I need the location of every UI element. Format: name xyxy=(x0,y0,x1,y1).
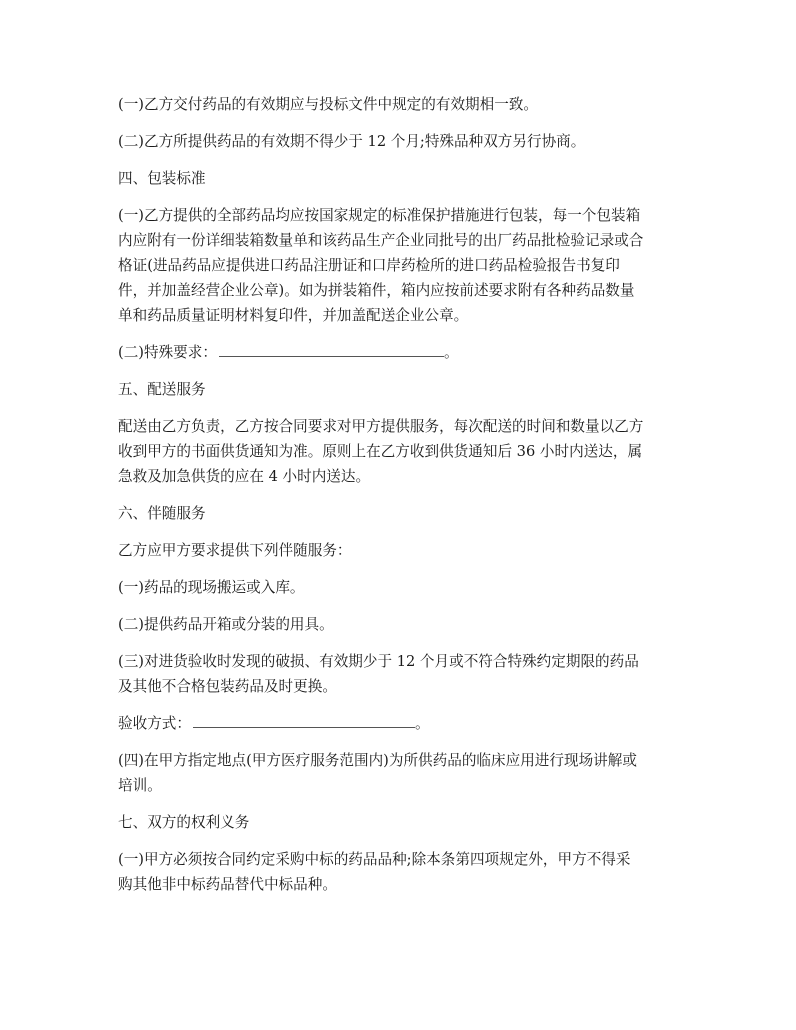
document-page xyxy=(118,92,680,909)
text-line xyxy=(118,340,680,365)
heading-accompanying-service xyxy=(118,501,680,526)
period-mark: 。 xyxy=(414,715,430,732)
section-heading: 六、伴随服务 xyxy=(118,505,206,522)
text-line: (一)甲方必须按合同约定采购中标的药品品种;除本条第四项规定外，甲方不得采 xyxy=(118,851,631,868)
text-line: (四)在甲方指定地点(甲方医疗服务范围内)为所供药品的临床应用进行现场讲解或 xyxy=(118,752,637,769)
text-line: 培训。 xyxy=(118,777,162,794)
text-line: 急救及加急供货的应在 4 小时内送达。 xyxy=(118,468,371,485)
paragraph-validity-min xyxy=(118,129,680,154)
text-line: 格证(进品药品应提供进口药品注册证和口岸药检所的进口药品检验报告书复印 xyxy=(118,257,620,274)
text-line: 件，并加盖经营企业公章)。如为拼装箱件，箱内应按前述要求附有各种药品数量 xyxy=(118,282,635,299)
text-line: (二)乙方所提供药品的有效期不得少于 12 个月;特殊品种双方另行协商。 xyxy=(118,133,586,150)
paragraph-acceptance-method xyxy=(118,711,680,736)
section-heading: 四、包装标准 xyxy=(118,170,206,187)
heading-rights-obligations xyxy=(118,810,680,835)
paragraph-service-item-4 xyxy=(118,748,680,798)
text-line: 内应附有一份详细装箱数量单和该药品生产企业同批号的出厂药品批检验记录或合 xyxy=(118,232,644,249)
text-line: (一)乙方提供的全部药品均应按国家规定的标准保护措施进行包装，每一个包装箱 xyxy=(118,207,641,224)
text-line: 购其他非中标药品替代中标品种。 xyxy=(118,876,337,893)
text-line: 单和药品质量证明材料复印件，并加盖配送企业公章。 xyxy=(118,307,469,324)
text-line xyxy=(118,711,680,736)
text-line: (三)对进货验收时发现的破损、有效期少于 12 个月或不符合特殊约定期限的药品 xyxy=(118,653,639,670)
acceptance-method-label: 验收方式： xyxy=(118,715,191,732)
text-line: 乙方应甲方要求提供下列伴随服务： xyxy=(118,542,352,559)
paragraph-service-item-2 xyxy=(118,612,680,637)
paragraph-service-item-3 xyxy=(118,649,680,699)
text-line: (一)药品的现场搬运或入库。 xyxy=(118,579,305,596)
paragraph-service-item-1 xyxy=(118,575,680,600)
paragraph-delivery-rules xyxy=(118,414,680,489)
text-line: 配送由乙方负责，乙方按合同要求对甲方提供服务，每次配送的时间和数量以乙方 xyxy=(118,418,644,435)
period-mark: 。 xyxy=(443,344,459,361)
heading-delivery xyxy=(118,377,680,402)
section-heading: 七、双方的权利义务 xyxy=(118,814,250,831)
paragraph-special-requirements xyxy=(118,340,680,365)
paragraph-service-intro xyxy=(118,538,680,563)
section-heading: 五、配送服务 xyxy=(118,381,206,398)
paragraph-rights-item-1 xyxy=(118,847,680,897)
special-requirements-blank xyxy=(219,340,444,357)
acceptance-method-blank xyxy=(193,711,415,728)
text-line: (二)提供药品开箱或分装的用具。 xyxy=(118,616,334,633)
paragraph-packaging-rules xyxy=(118,203,680,328)
paragraph-validity-match xyxy=(118,92,680,117)
heading-packaging xyxy=(118,166,680,191)
text-line: 及其他不合格包装药品及时更换。 xyxy=(118,678,337,695)
special-requirements-label: (二)特殊要求： xyxy=(118,344,217,361)
text-line: 收到甲方的书面供货通知为准。原则上在乙方收到供货通知后 36 小时内送达，属 xyxy=(118,443,643,460)
text-line: (一)乙方交付药品的有效期应与投标文件中规定的有效期相一致。 xyxy=(118,96,539,113)
